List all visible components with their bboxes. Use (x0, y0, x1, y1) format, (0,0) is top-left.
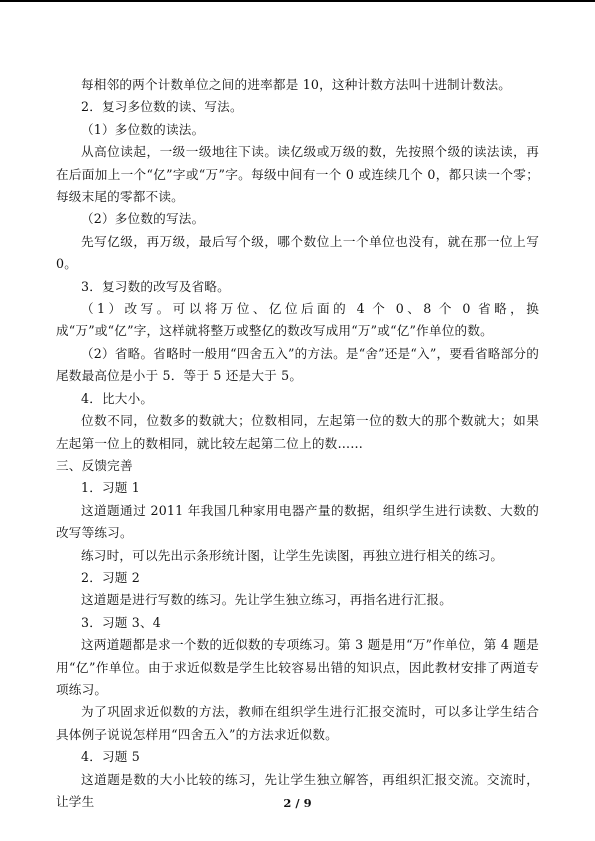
paragraph: 这两道题都是求一个数的近似数的专项练习。第 3 题是用“万”作单位，第 4 题是用“亿”作单位。由于求近似数是学生比较容易出错的知识点，因此教材安排了两道专项练习。 (56, 637, 539, 697)
paragraph: 先写亿级，再万级，最后写个级，哪个数位上一个单位也没有，就在那一位上写 0。 (56, 233, 539, 272)
paragraph: 从高位读起，一级一级地往下读。读亿级或万级的数，先按照个级的读法读，再在后面加上一个“亿”字或“万”字。每级中间有一个 0 或连续几个 0，都只读一个零；每级末尾的零都不读。 (56, 144, 539, 205)
paragraph: 为了巩固求近似数的方法，教师在组织学生进行汇报交流时，可以多让学生结合具体例子说说怎样用“四舍五入”的方法求近似数。 (56, 704, 539, 742)
paragraph: 练习时，可以先出示条形统计图，让学生先读图，再独立进行相关的练习。 (81, 547, 504, 563)
section-heading: 3．复习数的改写及省略。 (81, 278, 230, 294)
exercise-heading: 2．习题 2 (81, 569, 141, 585)
paragraph: 这道题通过 2011 年我国几种家用电器产量的数据，组织学生进行读数、大数的改写等练习。 (56, 502, 539, 541)
chapter-heading: 三、反馈完善 (56, 457, 133, 473)
page-number: 2 / 9 (283, 796, 312, 810)
exercise-heading: 3．习题 3、4 (81, 614, 162, 630)
subsection-heading: （1）多位数的读法。 (81, 121, 205, 137)
paragraph: 这道题是数的大小比较的练习，先让学生独立解答，再组织汇报交流。交流时，让学生 (56, 771, 539, 809)
paragraph: （2）省略。省略时一般用“四舍五入”的方法。是“舍”还是“入”，要看省略部分的尾数最高位是小于 5．等于 5 还是大于 5。 (56, 345, 539, 384)
exercise-heading: 4．习题 5 (81, 749, 141, 765)
section-heading: 4．比大小。 (81, 390, 154, 406)
section-heading: 2．复习多位数的读、写法。 (81, 99, 243, 115)
header-rule (0, 0, 595, 2)
exercise-heading: 1．习题 1 (81, 480, 141, 496)
paragraph: 位数不同，位数多的数就大；位数相同，左起第一位的数大的那个数就大；如果左起第一位上的数相同，就比较左起第二位上的数…… (56, 413, 539, 451)
paragraph: 每相邻的两个计数单位之间的进率都是 10，这种计数方法叫十进制计数法。 (81, 77, 512, 92)
paragraph: （1）改写。可以将万位、亿位后面的 4 个 0、8 个 0 省略，换成“万”或“亿”字，这样就将整万或整亿的数改写成用“万”或“亿”作单位的数。 (56, 301, 539, 339)
paragraph: 这道题是进行写数的练习。先让学生独立练习，再指名进行汇报。 (81, 592, 453, 608)
document-body (56, 74, 539, 813)
subsection-heading: （2）多位数的写法。 (81, 211, 205, 227)
